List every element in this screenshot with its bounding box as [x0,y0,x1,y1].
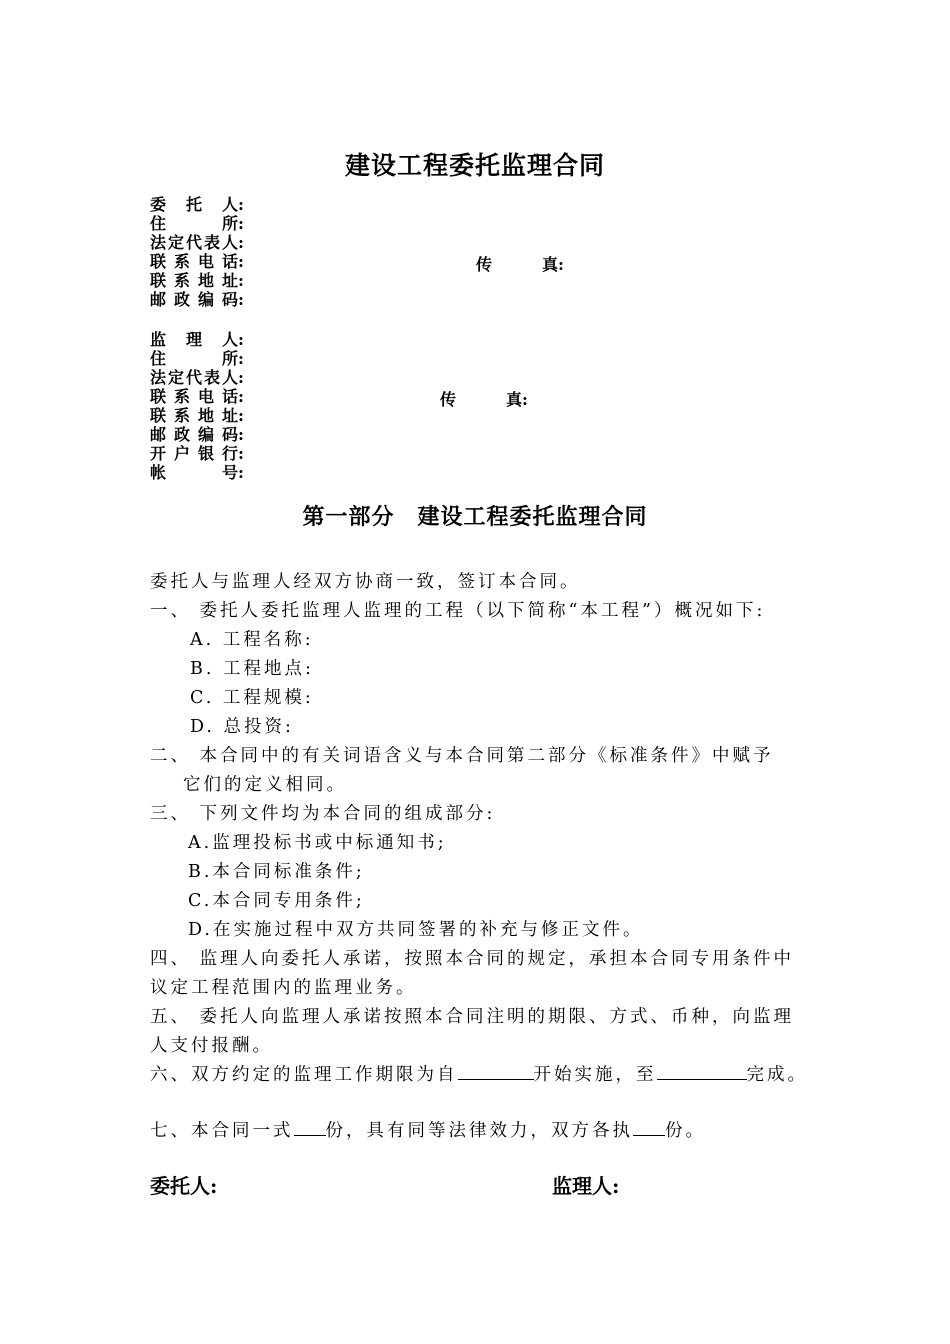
clause-2: 二、 本合同中的有关词语含义与本合同第二部分《标准条件》中赋予 [150,746,774,766]
supervisor-field-contact-address: 联系地址: [150,406,244,425]
supervisor-field-address: 住所: [150,349,244,368]
clause-1: 一、 委托人委托监理人监理的工程（以下简称“本工程”）概况如下: [150,601,766,621]
supervisor-field-bank: 开户银行: [150,444,244,463]
clause-5: 五、 委托人向监理人承诺按照本合同注明的期限、方式、币种，向监理 [150,1007,795,1027]
clause-4: 四、 监理人向委托人承诺，按照本合同的规定，承担本合同专用条件中 [150,949,795,969]
document-title: 建设工程委托监理合同 [344,151,605,180]
client-field-contact-address: 联系地址: [150,271,244,290]
clause-3: 三、 下列文件均为本合同的组成部分: [150,804,496,824]
supervisor-field-legal-rep: 法定代表人: [150,368,244,387]
client-field-phone: 联系电话: [150,252,244,271]
client-field-address: 住所: [150,214,244,233]
clause-2-continuation: 它们的定义相同。 [183,775,347,795]
client-field-legal-rep: 法定代表人: [150,233,244,252]
intro-paragraph: 委托人与监理人经双方协商一致，签订本合同。 [150,572,581,592]
client-field-postcode: 邮政编码: [150,290,244,309]
start-date-blank [458,1061,534,1080]
clause-3-item: C.本合同专用条件; [188,891,365,911]
client-fax: 传真: [476,255,564,274]
end-date-blank [657,1061,747,1080]
clause-5-continuation: 人支付报酬。 [150,1036,273,1056]
supervisor-field-supervisor: 监理人: [150,330,244,349]
clause-7: 七、本合同一式 份，具有同等法律效力，双方各执 份。 [150,1117,706,1146]
clause-1-item: B. 工程地点: [190,659,314,679]
clause-3-item: A.监理投标书或中标通知书; [188,833,447,853]
clause-6: 六、双方约定的监理工作期限为自 开始实施，至 完成。 [150,1061,808,1090]
copies-each-blank [633,1117,665,1136]
clause-1-item: D. 总投资: [190,717,294,737]
part-title: 第一部分 建设工程委托监理合同 [302,504,648,530]
clause-3-item: B.本合同标准条件; [188,862,365,882]
supervisor-field-phone: 联系电话: [150,387,244,406]
client-signature-label: 委托人: [150,1174,218,1198]
supervisor-signature-label: 监理人: [552,1174,620,1198]
client-field-principal: 委托人: [150,195,244,214]
copies-total-blank [294,1117,326,1136]
clause-3-item: D.在实施过程中双方共同签署的补充与修正文件。 [188,920,644,940]
supervisor-fax: 传真: [440,390,528,409]
clause-1-item: C. 工程规模: [190,688,314,708]
clause-4-continuation: 议定工程范围内的监理业务。 [150,978,417,998]
supervisor-field-account: 帐号: [150,463,244,482]
supervisor-field-postcode: 邮政编码: [150,425,244,444]
clause-1-item: A. 工程名称: [190,630,314,650]
